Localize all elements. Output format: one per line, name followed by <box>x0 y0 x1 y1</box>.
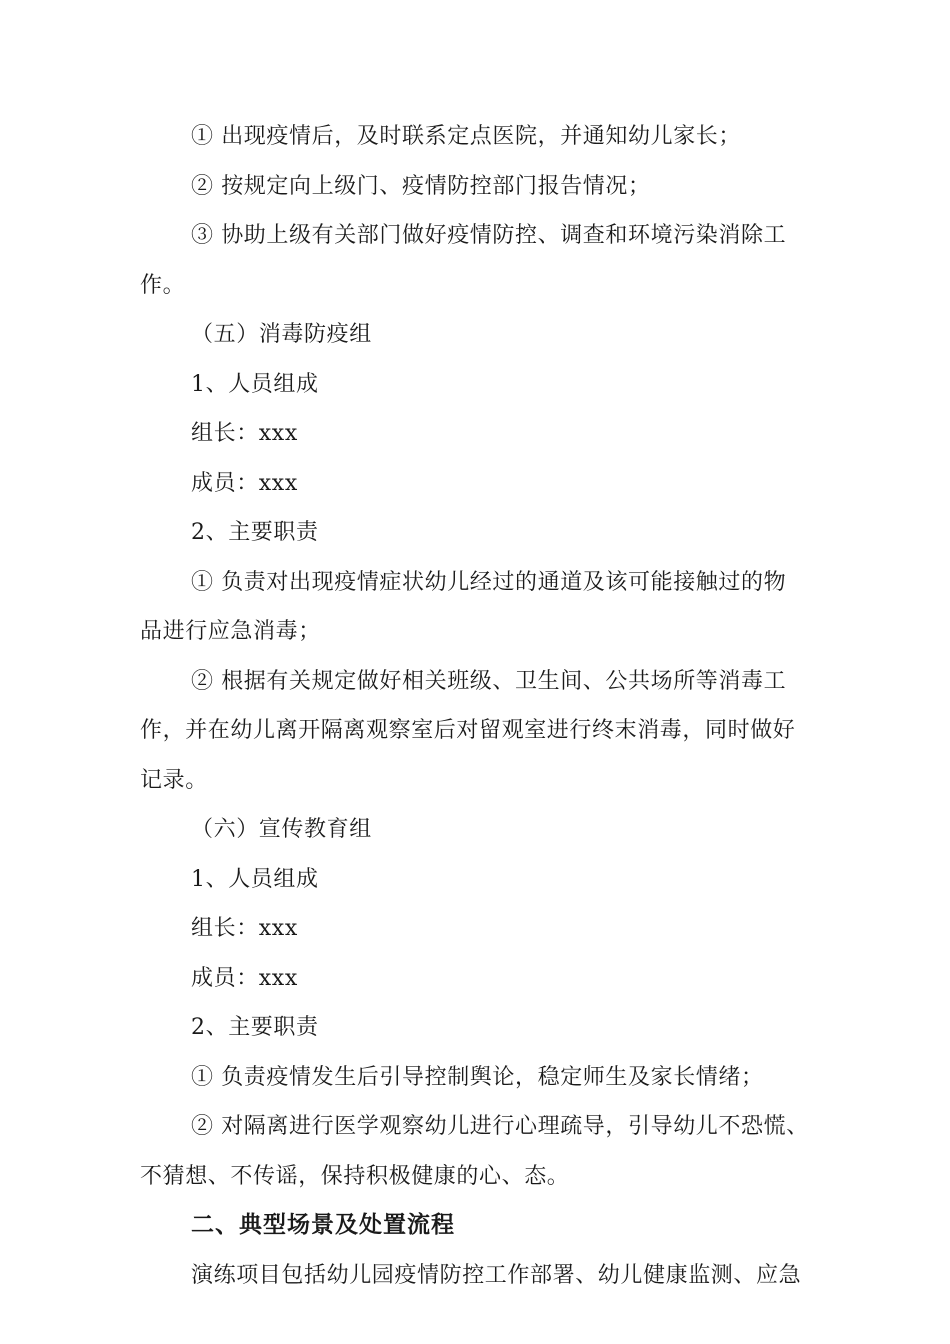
duty-item-routine-disinfection: ② 根据有关规定做好相关班级、卫生间、公共场所等消毒工 <box>191 668 787 694</box>
duty-item-assist-continued: 作。 <box>140 272 186 298</box>
subsection-duties: 2、主要职责 <box>191 1015 319 1040</box>
duty-item-routine-disinfection-end: 记录。 <box>140 767 208 793</box>
duty-item-emergency-disinfection-continued: 品进行应急消毒； <box>140 619 321 644</box>
group-leader: 组长：xxx <box>191 916 298 941</box>
group-member: 成员：xxx <box>191 470 298 496</box>
duty-item-counseling: ② 对隔离进行医学观察幼儿进行心理疏导，引导幼儿不恐慌、 <box>191 1114 809 1139</box>
duty-item-counseling-continued: 不猜想、不传谣，保持积极健康的心、态。 <box>140 1163 570 1189</box>
duty-item-public-opinion: ① 负责疫情发生后引导控制舆论，稳定师生及家长情绪； <box>191 1064 764 1090</box>
group-leader: 组长：xxx <box>191 421 298 446</box>
group-member: 成员：xxx <box>191 965 298 991</box>
duty-item-emergency-disinfection: ① 负责对出现疫情症状幼儿经过的通道及该可能接触过的物 <box>191 569 787 595</box>
subsection-duties: 2、主要职责 <box>191 520 319 545</box>
document-body <box>140 112 834 1300</box>
chapter-heading-scenarios: 二、典型场景及处置流程 <box>191 1212 455 1238</box>
duty-item-report: ② 按规定向上级门、疫情防控部门报告情况； <box>191 173 651 199</box>
duty-item-routine-disinfection-continued: 作，并在幼儿离开隔离观察室后对留观室进行终末消毒，同时做好 <box>140 718 796 743</box>
section-title-disinfection-group: （五）消毒防疫组 <box>191 322 372 347</box>
subsection-members: 1、人员组成 <box>191 371 319 397</box>
section-title-publicity-group: （六）宣传教育组 <box>191 817 372 842</box>
subsection-members: 1、人员组成 <box>191 866 319 892</box>
paragraph-drill-items: 演练项目包括幼儿园疫情防控工作部署、幼儿健康监测、应急 <box>191 1262 802 1288</box>
duty-item-contact-hospital: ① 出现疫情后，及时联系定点医院，并通知幼儿家长； <box>191 124 741 149</box>
duty-item-assist: ③ 协助上级有关部门做好疫情防控、调查和环境污染消除工 <box>191 223 787 248</box>
